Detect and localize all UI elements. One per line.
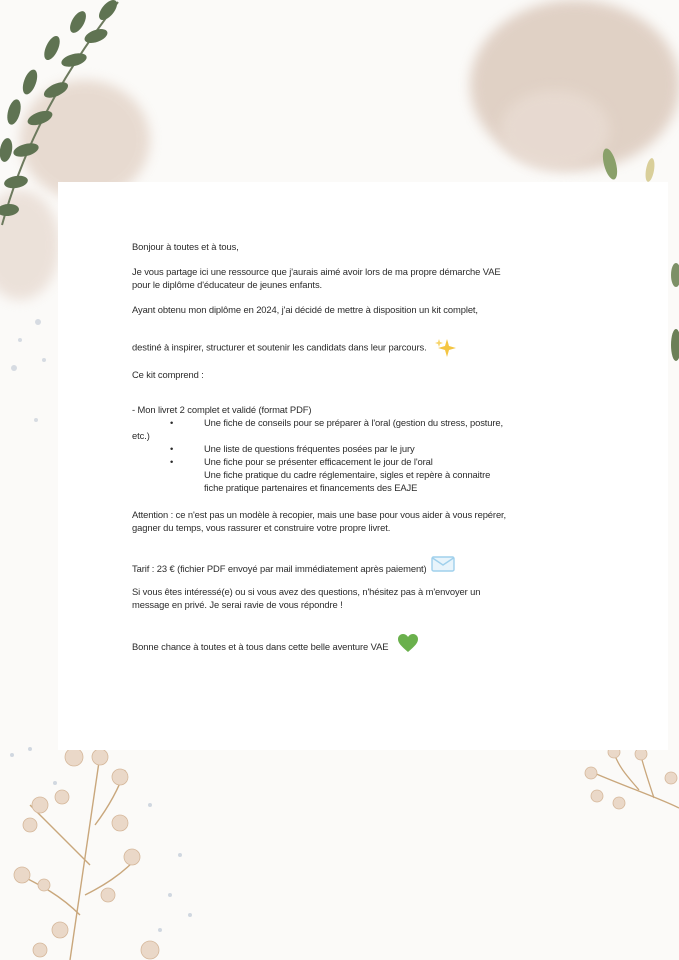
bullet-dot: • <box>170 456 174 467</box>
purpose-line <box>132 338 602 358</box>
bullet-text-3: Une fiche pour se présenter efficacement le jour de l'oral <box>204 456 433 467</box>
document-sheet <box>58 182 668 750</box>
bullet-text-2: Une liste de questions fréquentes posées par le jury <box>204 443 415 454</box>
bullet-dot: • <box>170 417 174 428</box>
bullet-dot: • <box>170 443 174 454</box>
price-text: Tarif : 23 € (fichier PDF envoyé par mail immédiatement après paiement) <box>132 563 427 574</box>
green-heart-icon <box>397 633 419 653</box>
purpose-text: destiné à inspirer, structurer et soutenir les candidats dans leur parcours. <box>132 341 427 353</box>
bullet-item-2 <box>132 442 602 455</box>
contact-line-2: message en privé. Je serai ravie de vous répondre ! <box>132 599 343 610</box>
bullet-item-1 <box>132 416 602 429</box>
greeting: Bonjour à toutes et à tous, <box>132 241 239 252</box>
kit-main-item: - Mon livret 2 complet et validé (format PDF) <box>132 404 312 415</box>
attention-line-1: Attention : ce n'est pas un modèle à recopier, mais une base pour vous aider à vous repérer, <box>132 509 507 520</box>
speckle-dots-left-icon <box>0 310 60 430</box>
price-line <box>132 556 602 575</box>
contact-line-1: Si vous êtes intéressé(e) ou si vous avez des questions, n'hésitez pas à m'envoyer un <box>132 586 481 597</box>
intro-line-1: Je vous partage ici une ressource que j'aurais aimé avoir lors de ma propre démarche VAE <box>132 266 501 277</box>
intro-line-2: pour le diplôme d'éducateur de jeunes enfants. <box>132 279 323 290</box>
dried-flowers-bottom-left-icon <box>0 745 200 960</box>
closing-text: Bonne chance à toutes et à tous dans cette belle aventure VAE <box>132 641 389 652</box>
dried-flowers-bottom-right-icon <box>579 748 679 823</box>
kit-heading: Ce kit comprend : <box>132 369 204 380</box>
obtained-line: Ayant obtenu mon diplôme en 2024, j'ai décidé de mettre à disposition un kit complet, <box>132 304 478 315</box>
bullet-1-continuation: etc.) <box>132 430 150 441</box>
watercolor-blob-top-right-2 <box>500 90 610 170</box>
envelope-icon <box>431 556 455 572</box>
letter-body <box>132 240 602 653</box>
bullet-item-3 <box>132 455 602 468</box>
leaf-sprig-top-right-icon <box>598 144 658 184</box>
extra-item-1: Une fiche pratique du cadre réglementaire, sigles et repère à connaitre <box>204 469 491 480</box>
bullet-text-1: Une fiche de conseils pour se préparer à l'oral (gestion du stress, posture, <box>204 417 504 428</box>
extra-item-2: fiche pratique partenaires et financements des EAJE <box>204 482 418 493</box>
attention-line-2: gagner du temps, vous rassurer et construire votre propre livret. <box>132 522 391 533</box>
closing-line <box>132 633 602 653</box>
sparkles-icon <box>435 338 457 358</box>
